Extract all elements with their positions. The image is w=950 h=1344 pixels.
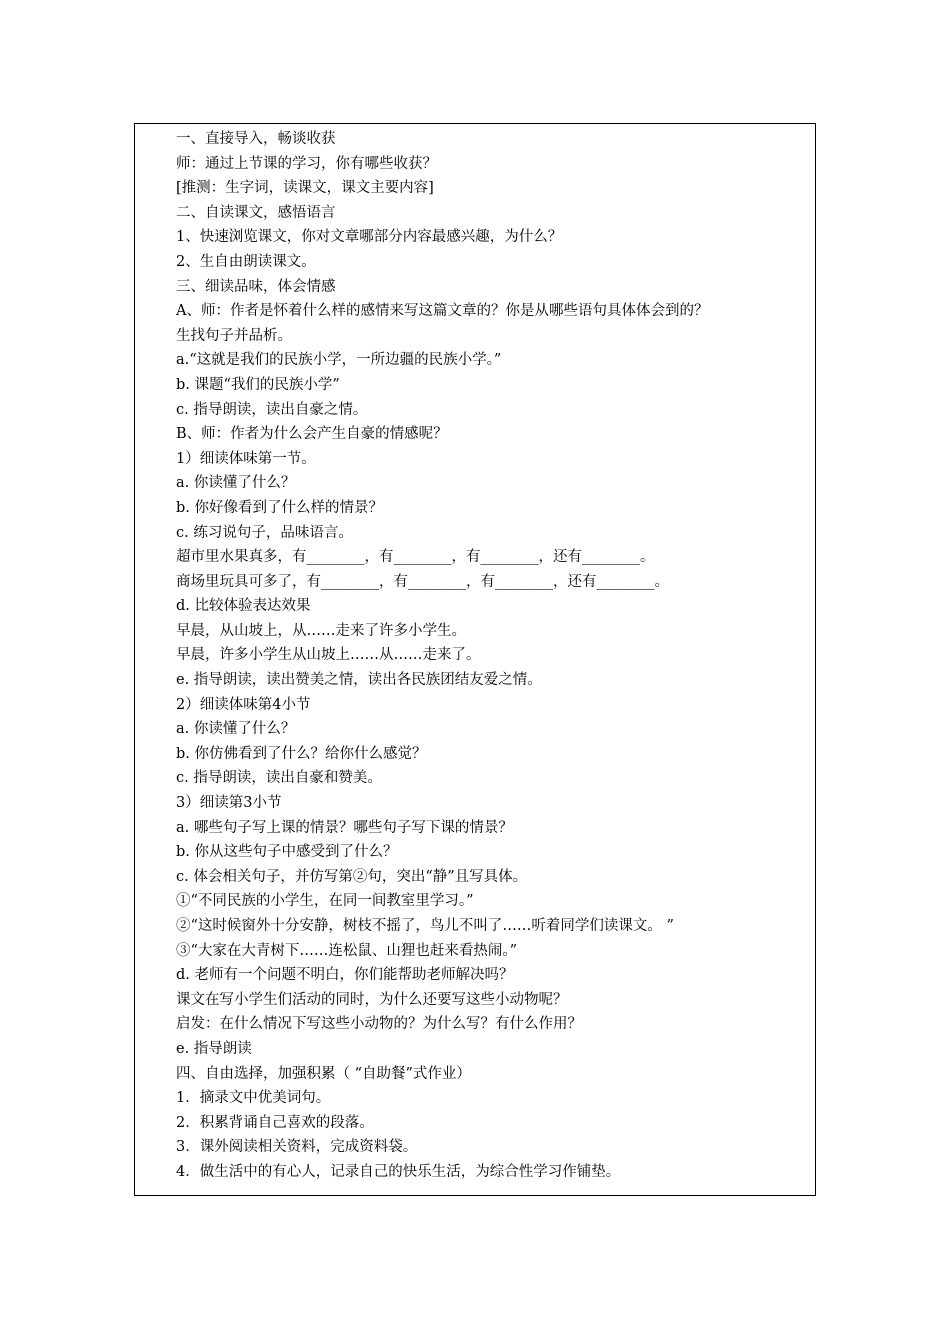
text-line: ①“不同民族的小学生，在同一间教室里学习。” [176, 893, 474, 910]
text-line: 超市里水果真多，有________，有________，有________，还有________。 [176, 549, 655, 566]
text-line: 二、自读课文，感悟语言 [176, 204, 336, 221]
text-line: 4．做生活中的有心人，记录自己的快乐生活，为综合性学习作铺垫。 [176, 1163, 621, 1180]
text-line: 课文在写小学生们活动的同时，为什么还要写这些小动物呢？ [176, 991, 568, 1008]
text-line: 2、生自由朗读课文。 [176, 253, 316, 270]
text-line: 师：通过上节课的学习，你有哪些收获？ [176, 155, 437, 172]
text-line: 3）细读第3小节 [176, 795, 282, 812]
text-line: d. 老师有一个问题不明白，你们能帮助老师解决吗？ [176, 967, 514, 984]
text-line: 1、快速浏览课文，你对文章哪部分内容最感兴趣，为什么？ [176, 229, 563, 246]
text-line: c. 练习说句子，品味语言。 [176, 524, 353, 541]
text-line: a. 你读懂了什么？ [176, 475, 296, 492]
text-line: 商场里玩具可多了，有________，有________，有________，还有________。 [176, 573, 669, 590]
text-line: B、师：作者为什么会产生自豪的情感呢？ [176, 426, 448, 443]
text-line: 三、细读品味，体会情感 [176, 278, 336, 295]
text-line: b. 你从这些句子中感受到了什么？ [176, 844, 398, 861]
text-line: 四、自由选择，加强积累（ “自助餐”式作业） [176, 1065, 471, 1082]
text-line: 早晨，许多小学生从山坡上……从……走来了。 [176, 647, 481, 664]
text-line: ②“这时候窗外十分安静，树枝不摇了，鸟儿不叫了……听着同学们读课文。 ” [176, 918, 674, 934]
text-line: ③“大家在大青树下……连松鼠、山狸也赶来看热闹。” [176, 942, 518, 959]
text-line: b. 你仿佛看到了什么？给你什么感觉？ [176, 745, 427, 762]
text-line: c. 指导朗读，读出自豪和赞美。 [176, 770, 382, 787]
text-line: a. 你读懂了什么？ [176, 721, 296, 738]
text-line: 1）细读体味第一节。 [176, 450, 316, 467]
text-line: e. 指导朗读 [176, 1040, 252, 1057]
text-line: [推测：生字词，读课文，课文主要内容] [176, 180, 434, 197]
text-line: 1．摘录文中优美词句。 [176, 1090, 331, 1107]
text-line: a.“这就是我们的民族小学，一所边疆的民族小学。” [176, 352, 502, 369]
text-line: 一、直接导入，畅谈收获 [176, 131, 336, 147]
text-line: e. 指导朗读，读出赞美之情，读出各民族团结友爱之情。 [176, 672, 542, 689]
text-line: 启发：在什么情况下写这些小动物的？为什么写？有什么作用？ [176, 1016, 582, 1033]
text-line: c. 体会相关句子，并仿写第②句，突出“静”且写具体。 [176, 868, 528, 885]
lesson-plan-text [176, 127, 806, 1185]
text-line: a. 哪些句子写上课的情景？哪些句子写下课的情景？ [176, 819, 513, 836]
text-line: 2．积累背诵自己喜欢的段落。 [176, 1114, 374, 1131]
text-line: 3．课外阅读相关资料，完成资料袋。 [176, 1139, 418, 1156]
text-line: b. 你好像看到了什么样的情景？ [176, 499, 383, 516]
text-line: d. 比较体验表达效果 [176, 598, 311, 615]
text-line: 生找句子并品析。 [176, 327, 292, 344]
text-line: A、师：作者是怀着什么样的感情来写这篇文章的？你是从哪些语句具体体会到的？ [176, 303, 709, 320]
text-line: 早晨，从山坡上，从……走来了许多小学生。 [176, 622, 466, 639]
text-line: c. 指导朗读，读出自豪之情。 [176, 401, 368, 418]
text-line: 2）细读体味第4小节 [176, 696, 311, 713]
text-line: b. 课题“我们的民族小学” [176, 376, 340, 393]
